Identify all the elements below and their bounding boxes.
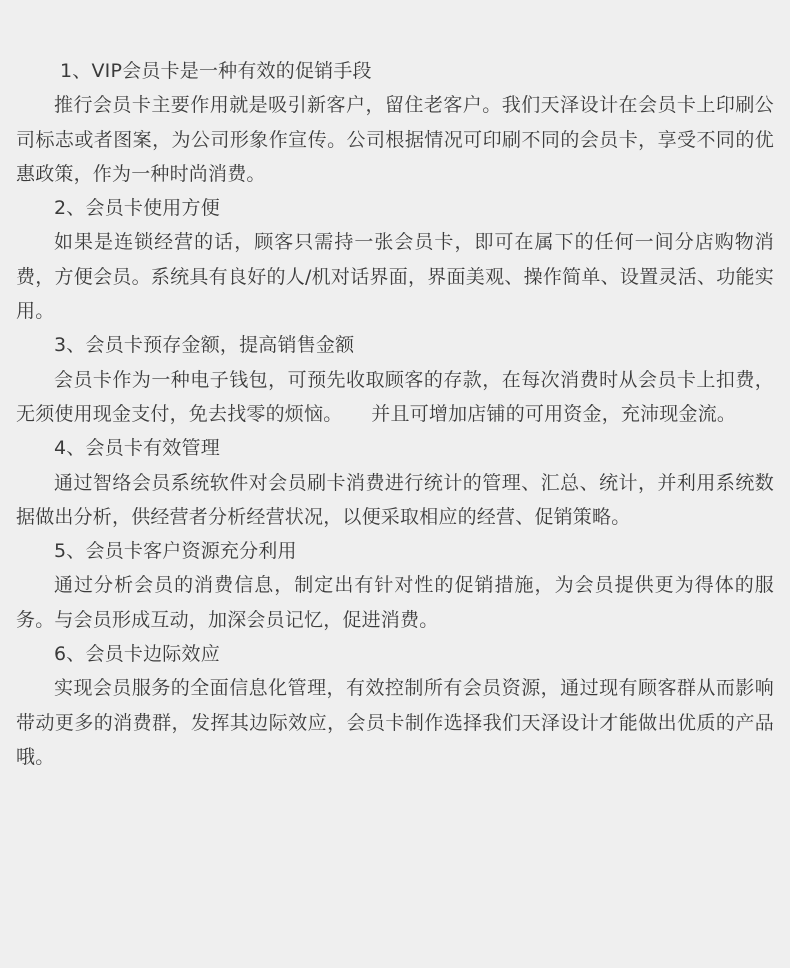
section-1-heading: 1、VIP会员卡是一种有效的促销手段 [60,60,372,82]
section-3-paragraph: 会员卡作为一种电子钱包，可预先收取顾客的存款，在每次消费时从会员卡上扣费，无须使用现金支付，免去找零的烦恼。 并且可增加店铺的可用资金，充沛现金流。 [16,368,774,425]
section-5-heading: 5、会员卡客户资源充分利用 [54,540,297,563]
article-body [16,54,774,774]
section-2-heading: 2、会员卡使用方便 [54,197,220,220]
section-6-paragraph: 实现会员服务的全面信息化管理，有效控制所有会员资源，通过现有顾客群从而影响带动更多的消费群，发挥其边际效应，会员卡制作选择我们天泽设计才能做出优质的产品哦。 [16,677,774,768]
section-2-paragraph: 如果是连锁经营的话，顾客只需持一张会员卡，即可在属下的任何一间分店购物消费，方便会员。系统具有良好的人/机对话界面，界面美观、操作简单、设置灵活、功能实用。 [16,231,774,323]
section-5-paragraph: 通过分析会员的消费信息，制定出有针对性的促销措施，为会员提供更为得体的服务。与会员形成互动，加深会员记忆，促进消费。 [16,574,774,631]
section-1-paragraph: 推行会员卡主要作用就是吸引新客户，留住老客户。我们天泽设计在会员卡上印刷公司标志或者图案，为公司形象作宣传。公司根据情况可印刷不同的会员卡，享受不同的优惠政策，作为一种时尚消费。 [16,94,774,185]
section-6-heading: 6、会员卡边际效应 [54,643,220,666]
section-4-paragraph: 通过智络会员系统软件对会员刷卡消费进行统计的管理、汇总、统计，并利用系统数据做出分析，供经营者分析经营状况，以便采取相应的经营、促销策略。 [16,471,774,528]
section-3-heading: 3、会员卡预存金额，提高销售金额 [54,334,355,357]
section-4-heading: 4、会员卡有效管理 [54,437,220,460]
